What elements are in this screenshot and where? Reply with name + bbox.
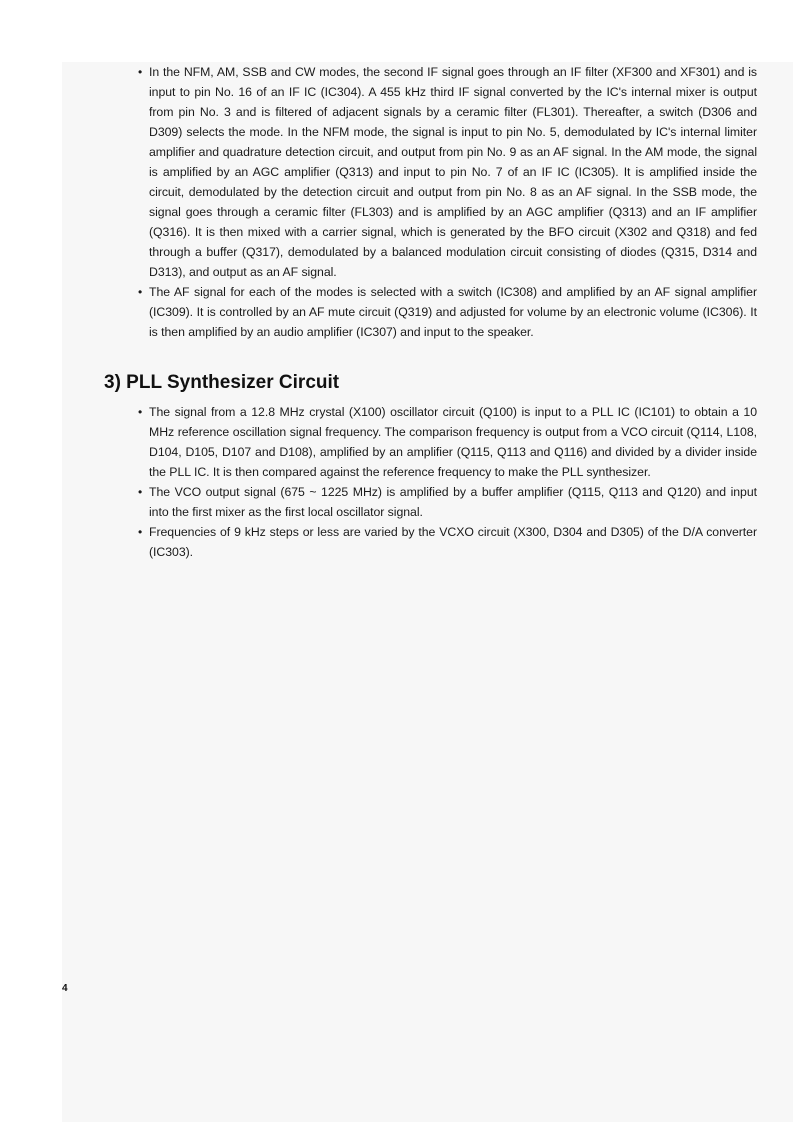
bullet-icon: • [138, 485, 143, 499]
bullet-icon: • [138, 405, 143, 419]
section-heading: 3) PLL Synthesizer Circuit [104, 372, 340, 393]
list-item [137, 522, 757, 562]
bullet-icon: • [138, 65, 143, 79]
list-item [137, 62, 757, 282]
bullet-text: The signal from a 12.8 MHz crystal (X100) oscillator circuit (Q100) is input to a PLL IC (IC101) to obtain a 10 MHz reference oscillation signal frequency. The comparison frequency is output from a VCO circuit (Q114, L108, D104, D105, D107 and D108), amplified by an amplifier (Q115, Q113 and Q116) and divided by a divider inside the PLL IC. It is then compared against the reference frequency to make the PLL synthesizer. [149, 405, 757, 479]
bullet-icon: • [138, 525, 143, 539]
pll-bullet-list [137, 402, 757, 562]
list-item [137, 282, 757, 342]
bullet-text: Frequencies of 9 kHz steps or less are varied by the VCXO circuit (X300, D304 and D305) of the D/A converter (IC303). [149, 525, 757, 559]
list-item [137, 482, 757, 522]
bullet-text: The AF signal for each of the modes is selected with a switch (IC308) and amplified by an AF signal amplifier (IC309). It is controlled by an AF mute circuit (Q319) and adjusted for volume by an electronic volume (IC306). It is then amplified by an audio amplifier (IC307) and input to the speaker. [149, 285, 757, 339]
list-item [137, 402, 757, 482]
bullet-text: In the NFM, AM, SSB and CW modes, the second IF signal goes through an IF filter (XF300 and XF301) and is input to pin No. 16 of an IF IC (IC304). A 455 kHz third IF signal converted by the IC's internal mixer is output from pin No. 3 and is filtered of adjacent signals by a ceramic filter (FL301). Thereafter, a switch (D306 and D309) selects the mode. In the NFM mode, the signal is input to pin No. 5, demodulated by IC's internal limiter amplifier and quadrature detection circuit, and output from pin No. 9 as an AF signal. In the AM mode, the signal is amplified by an AGC amplifier (Q313) and input to pin No. 7 of an IF IC (IC305). It is amplified inside the circuit, demodulated by the detection circuit and output from pin No. 8 as an AF signal. In the SSB mode, the signal goes through a ceramic filter (FL303) and is amplified by an AGC amplifier (Q313) and an IF amplifier (Q316). It is then mixed with a carrier signal, which is generated by the BFO circuit (X302 and Q318) and fed through a buffer (Q317), demodulated by a balanced modulation circuit consisting of diodes (Q315, D314 and D313), and output as an AF signal. [149, 65, 757, 279]
bullet-icon: • [138, 285, 143, 299]
bullet-text: The VCO output signal (675 ~ 1225 MHz) is amplified by a buffer amplifier (Q115, Q113 and Q120) and input into the first mixer as the first local oscillator signal. [149, 485, 757, 519]
page-number: 4 [62, 983, 68, 994]
af-circuit-bullet-list [137, 62, 757, 342]
